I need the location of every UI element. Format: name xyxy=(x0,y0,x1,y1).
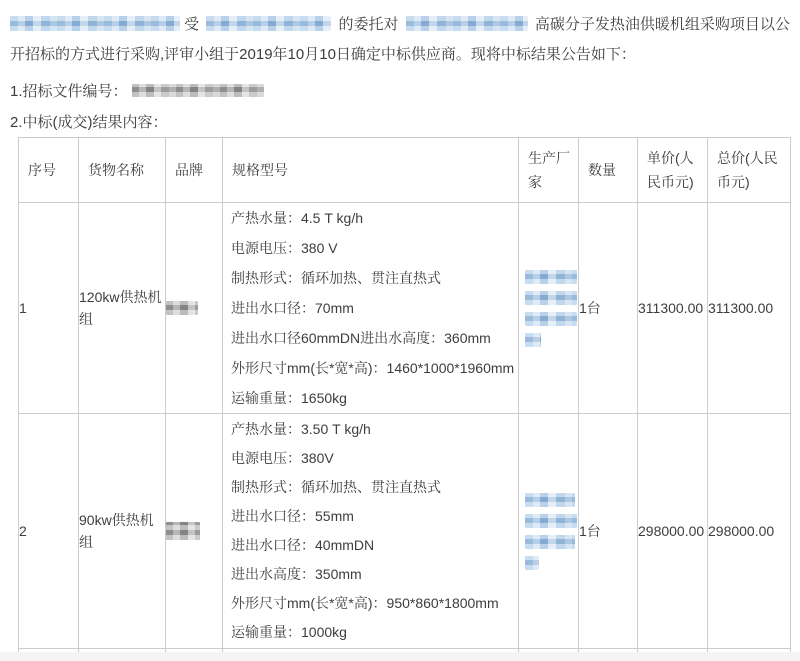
redacted-manufacturer-line xyxy=(525,514,577,528)
cell-brand xyxy=(166,203,223,414)
redacted-manufacturer xyxy=(519,493,578,570)
tender-file-number-line xyxy=(10,83,790,100)
tender-file-number-label: 1.招标文件编号： xyxy=(10,83,128,100)
cell-unit-price: 311300.00 xyxy=(638,203,708,414)
header-unit-price: 单价(人民币元) xyxy=(638,138,708,203)
cell-goods-name: 90kw供热机组 xyxy=(79,414,166,649)
redacted-manufacturer xyxy=(519,270,578,347)
spec-line: 进出水口径：40mmDN xyxy=(231,537,375,553)
redacted-manufacturer-line xyxy=(525,270,577,284)
spec-line: 进出水口径：70mm xyxy=(231,300,354,316)
redacted-client-name xyxy=(206,16,331,31)
cell-goods-name: 120kw供热机组 xyxy=(79,203,166,414)
intro-line-2: 开招标的方式进行采购,评审小组于2019年10月10日确定中标供应商。现将中标结果公告如下： xyxy=(10,46,636,63)
header-seq: 序号 xyxy=(19,138,79,203)
spec-line: 电源电压：380 V xyxy=(231,240,338,256)
cell-quantity: 1台 xyxy=(579,203,638,414)
table-row-1 xyxy=(19,203,791,414)
cell-seq: 2 xyxy=(19,414,79,649)
cell-total-price: 311300.00 xyxy=(708,203,791,414)
redacted-agency-name xyxy=(10,16,180,31)
page-bottom-strip xyxy=(0,652,800,661)
redacted-manufacturer-line xyxy=(525,556,539,570)
intro-section xyxy=(0,0,800,131)
header-quantity: 数量 xyxy=(579,138,638,203)
header-brand: 品牌 xyxy=(166,138,223,203)
table-header-row xyxy=(19,138,791,203)
redacted-manufacturer-line xyxy=(525,333,541,347)
spec-line: 产热水量：4.5 T kg/h xyxy=(231,210,364,226)
intro-line-1 xyxy=(10,10,790,40)
intro-text-weituodui: 的委托对 xyxy=(338,16,399,33)
redacted-project-name-prefix xyxy=(406,16,528,31)
redacted-manufacturer-line xyxy=(525,493,575,507)
spec-line: 产热水量：3.50 T kg/h xyxy=(231,421,371,437)
redacted-brand xyxy=(166,301,198,315)
redacted-file-number xyxy=(132,84,264,97)
spec-line: 电源电压：380V xyxy=(231,450,334,466)
cell-seq: 1 xyxy=(19,203,79,414)
cell-brand xyxy=(166,414,223,649)
cell-manufacturer xyxy=(519,203,579,414)
spec-line: 外形尺寸mm(长*宽*高)：950*860*1800mm xyxy=(231,595,499,611)
header-spec-model: 规格型号 xyxy=(223,138,519,203)
cell-specs xyxy=(223,203,519,414)
cell-quantity: 1台 xyxy=(579,414,638,649)
result-content-label: 2.中标(成交)结果内容： xyxy=(10,114,168,131)
redacted-manufacturer-line xyxy=(525,291,577,305)
intro-text-shou: 受 xyxy=(184,16,200,33)
cell-specs xyxy=(223,414,519,649)
intro-text-project: 高碳分子发热油供暖机组采购项目以公 xyxy=(534,16,790,33)
spec-line: 进出水口径：55mm xyxy=(231,508,354,524)
header-manufacturer: 生产厂家 xyxy=(519,138,579,203)
redacted-manufacturer-line xyxy=(525,535,575,549)
spec-line: 外形尺寸mm(长*宽*高)：1460*1000*1960mm xyxy=(231,360,515,376)
spec-line: 进出水口径60mmDN进出水高度：360mm xyxy=(231,330,491,346)
cell-manufacturer xyxy=(519,414,579,649)
header-total-price: 总价(人民币元) xyxy=(708,138,791,203)
cell-total-price: 298000.00 xyxy=(708,414,791,649)
spec-line: 制热形式：循环加热、贯注直热式 xyxy=(231,479,441,495)
spec-line: 进出水高度：350mm xyxy=(231,566,362,582)
redacted-brand xyxy=(166,522,200,540)
header-goods-name: 货物名称 xyxy=(79,138,166,203)
spec-line: 制热形式：循环加热、贯注直热式 xyxy=(231,270,441,286)
table-row-2 xyxy=(19,414,791,649)
cell-unit-price: 298000.00 xyxy=(638,414,708,649)
spec-line: 运输重量：1650kg xyxy=(231,390,347,406)
award-result-table xyxy=(18,137,791,656)
spec-line: 运输重量：1000kg xyxy=(231,624,347,640)
redacted-manufacturer-line xyxy=(525,312,577,326)
